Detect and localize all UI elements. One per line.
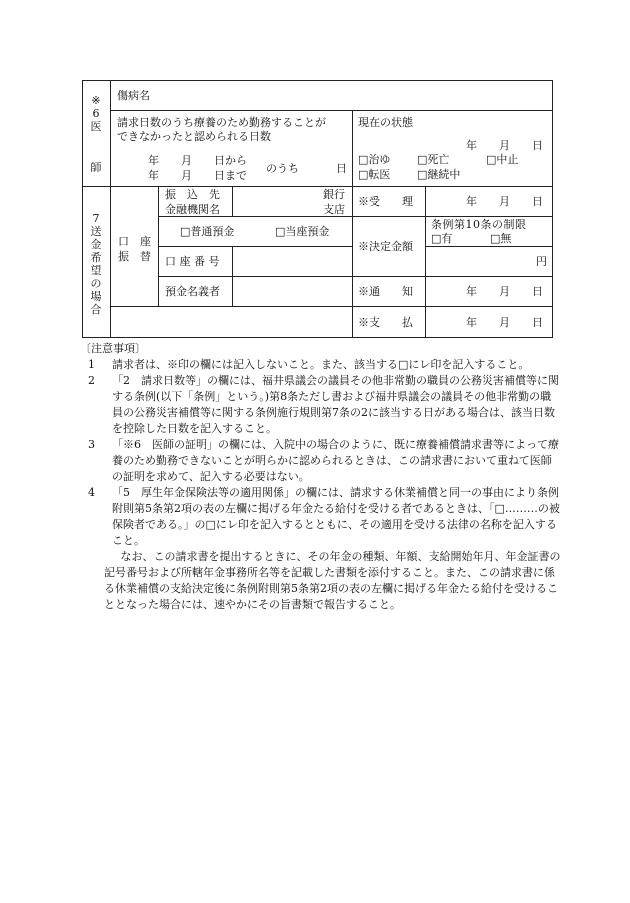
- yen-unit: 円: [536, 255, 547, 268]
- account-number-label: 口 座 番 号: [165, 255, 220, 268]
- days-label-line1: 請求日数のうち療養のため勤務することが: [117, 116, 326, 129]
- label-char: 6: [92, 107, 100, 120]
- bank-suffix: 銀行: [323, 188, 345, 201]
- section6-label: [89, 94, 103, 174]
- account-transfer-label-2: 振 替: [118, 250, 151, 263]
- label-char: 希: [90, 251, 102, 264]
- notes-section: [82, 341, 562, 613]
- deposit-current-checkbox[interactable]: □当座預金: [275, 225, 330, 238]
- label-char: 師: [90, 161, 102, 174]
- note-text: 請求者は、※印の欄には記入しないこと。また、該当する□にレ印を記入すること。: [112, 358, 530, 371]
- received-label: ※受 理: [358, 195, 413, 208]
- bank-label-1: 振 込 先: [165, 188, 220, 201]
- branch-suffix: 支店: [323, 203, 345, 216]
- note-number: 4: [88, 486, 95, 499]
- note-item: [82, 373, 562, 437]
- label-char: 送: [90, 225, 102, 238]
- status-continuing[interactable]: □継続中: [417, 168, 461, 181]
- payment-label: ※支 払: [358, 316, 413, 329]
- days-unit: 日: [336, 162, 347, 175]
- label-char: 望: [90, 264, 102, 277]
- note-number: 1: [88, 358, 95, 371]
- label-char: 医: [90, 120, 102, 133]
- decision-amount-label: ※決定金額: [358, 240, 413, 253]
- payment-date: 年 月 日: [466, 316, 543, 329]
- note-item: [82, 437, 562, 485]
- label-char: 7: [92, 212, 100, 225]
- bank-label-2: 金融機関名: [165, 203, 220, 216]
- restriction-yes-checkbox[interactable]: □有: [431, 232, 453, 245]
- note-number: 2: [88, 374, 95, 387]
- label-char: 金: [90, 238, 102, 251]
- received-date: 年 月 日: [466, 195, 543, 208]
- account-holder-label: 預金名義者: [165, 285, 220, 298]
- notice-date: 年 月 日: [466, 285, 543, 298]
- note-item: [82, 485, 562, 549]
- account-transfer-label-1: 口 座: [118, 235, 151, 248]
- note-number: 3: [88, 438, 95, 451]
- status-cured[interactable]: □治ゆ: [358, 153, 391, 166]
- restriction-no-checkbox[interactable]: □無: [490, 232, 512, 245]
- spacer: [89, 133, 103, 161]
- label-char: ※: [91, 94, 101, 107]
- status-label: 現在の状態: [358, 116, 413, 129]
- status-deceased[interactable]: □死亡: [417, 153, 450, 166]
- status-transferred[interactable]: □転医: [358, 168, 391, 181]
- of-which-label: のうち: [266, 162, 299, 175]
- disease-name-label: 傷病名: [117, 89, 150, 102]
- label-char: の: [90, 277, 102, 290]
- notes-heading: 〔注意事項〕: [80, 342, 146, 355]
- deposit-ordinary-checkbox[interactable]: □普通預金: [180, 225, 235, 238]
- notice-label: ※通 知: [358, 285, 413, 298]
- status-date: 年 月 日: [466, 139, 543, 152]
- section7-label: [89, 212, 103, 316]
- restriction-label: 条例第10条の制限: [431, 218, 527, 231]
- date-to: 年 月 日まで: [148, 169, 247, 182]
- notes-closing: なお、この請求書を提出するときに、その年金の種類、年額、支給開始年月、年金証書の記号番号および所轄年金事務所名等を記載した書類を添付すること。また、この請求書に係る休業補償の支給決定後に条例附則第5条第2項の表の左欄に掲げる年金たる給付を受けることとなった場合には、速やかにその旨書類で報告すること。: [104, 550, 561, 611]
- note-text: 「2 請求日数等」の欄には、福井県議会の議員その他非常勤の職員の公務災害補償等に関する条例(以下「条例」という。)第8条ただし書および福井県議会の議員その他非常勤の職員の公務災害補償等に関する条例施行規則第7条の2に該当する日がある場合は、該当日数を控除した日数を記入すること。: [112, 374, 559, 435]
- note-item: [82, 357, 562, 373]
- days-label-line2: できなかったと認められる日数: [117, 130, 271, 143]
- label-char: 合: [90, 303, 102, 316]
- status-discontinued[interactable]: □中止: [486, 153, 519, 166]
- note-text: 「※6 医師の証明」の欄には、入院中の場合のように、既に療養補償請求書等によって療養のため勤務できないことが明らかに認められるときは、この請求書において重ねて医師の証明を求めて、記入する必要はない。: [112, 438, 559, 483]
- note-text: 「5 厚生年金保険法等の適用関係」の欄には、請求する休業補償と同一の事由により条例附則第5条第2項の表の左欄に掲げる年金たる給付を受ける者であるときは、「□………の被保険者である。」の□にレ印を記入するとともに、その適用を受ける法律の名称を記入すること。: [112, 486, 560, 547]
- date-from: 年 月 日から: [148, 154, 247, 167]
- label-char: 場: [90, 290, 102, 303]
